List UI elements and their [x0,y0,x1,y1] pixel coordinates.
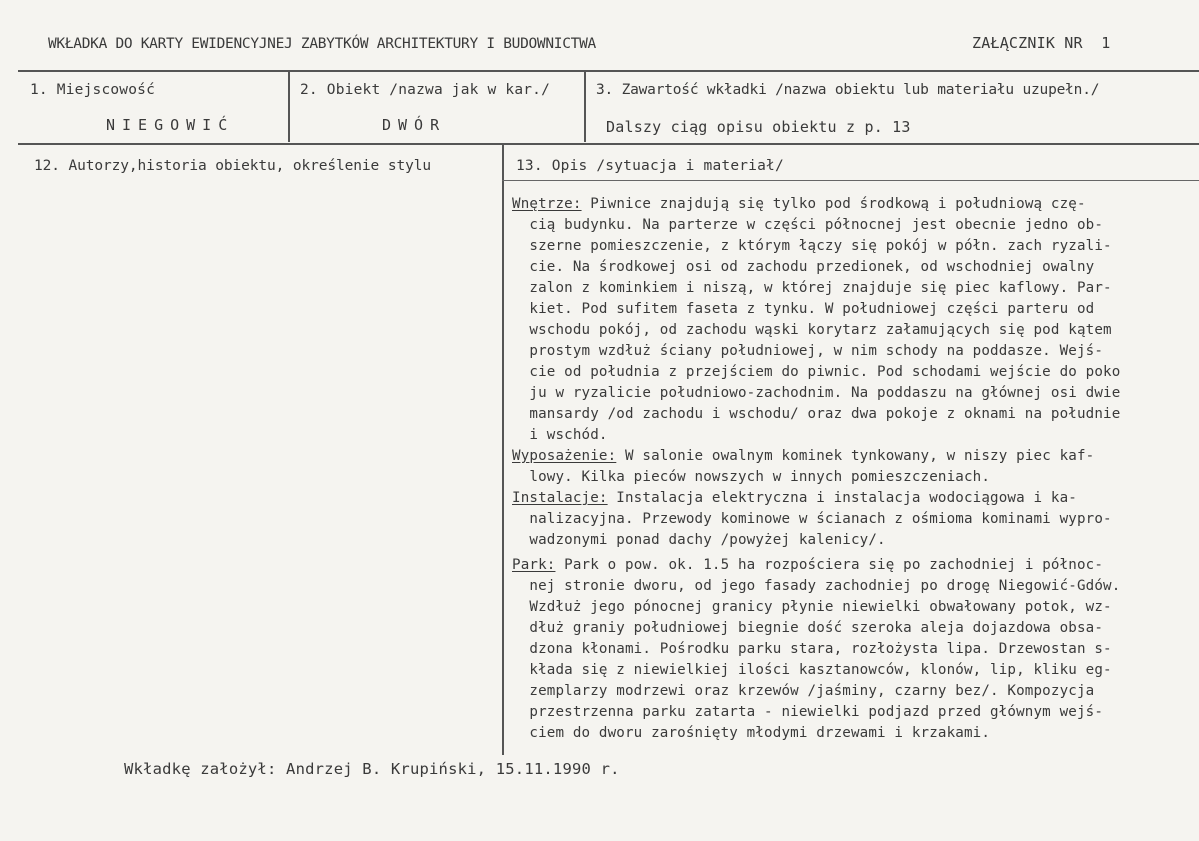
desc-line: ciem do dworu zarośnięty młodymi drzewami i krzakami. [512,725,991,741]
top-rule [18,70,1199,72]
annex-number: ZAŁĄCZNIK NR 1 [972,34,1111,52]
desc-line: kiet. Pod sufitem faseta z tynku. W południowej części parteru od [512,301,1095,317]
desc-line: przestrzenna parku zatarta - niewielki podjazd przed głównym wejś- [512,704,1104,720]
card-title: WKŁADKA DO KARTY EWIDENCYJNEJ ZABYTKÓW ARCHITEKTURY I BUDOWNICTWA [48,36,596,52]
desc-line: Instalacje: Instalacja elektryczna i instalacja wodociągowa i ka- [512,490,1077,506]
desc-line: ju w ryzalicie południowo-zachodnim. Na poddaszu na głównej osi dwie [512,385,1121,401]
divider-2 [584,70,586,142]
field-13-label: 13. Opis /sytuacja i materiał/ [516,158,784,174]
desc-line: cią budynku. Na parterze w części północnej jest obecnie jedno ob- [512,217,1104,233]
desc-line: prostym wzdłuż ściany południowej, w nim schody na poddasze. Wejś- [512,343,1104,359]
section-heading: Wyposażenie: [512,448,617,464]
desc-line: mansardy /od zachodu i wschodu/ oraz dwa pokoje z oknami na południe [512,406,1121,422]
desc-line: nej stronie dworu, od jego fasady zachodniej po drogę Niegowić-Gdów. [512,578,1121,594]
field-1-value: NIEGOWIĆ [106,116,235,134]
desc-line: kłada się z niewielkiej ilości kasztanowców, klonów, lip, kliku eg- [512,662,1112,678]
desc-line: zalon z kominkiem i niszą, w której znajduje się piec kaflowy. Par- [512,280,1112,296]
signature-line: Wkładkę założył: Andrzej B. Krupiński, 15.11.1990 r. [124,760,620,778]
section-heading: Instalacje: [512,490,608,506]
label-underline [502,180,1199,181]
divider-main [502,143,504,755]
field-2-label: 2. Obiekt /nazwa jak w kar./ [300,82,551,98]
desc-line: lowy. Kilka pieców nowszych w innych pomieszczeniach. [512,469,991,485]
desc-line: wschodu pokój, od zachodu wąski korytarz załamujących się pod kątem [512,322,1112,338]
field-3-value: Dalszy ciąg opisu obiektu z p. 13 [606,118,911,136]
field-3-label: 3. Zawartość wkładki /nazwa obiektu lub materiału uzupełn./ [596,82,1100,98]
desc-line: zemplarzy modrzewi oraz krzewów /jaśminy, czarny bez/. Kompozycja [512,683,1095,699]
desc-line: cie od południa z przejściem do piwnic. Pod schodami wejście do poko [512,364,1121,380]
desc-line: Wyposażenie: W salonie owalnym kominek tynkowany, w niszy piec kaf- [512,448,1095,464]
second-rule [18,143,1199,145]
divider-1 [288,70,290,142]
desc-line: i wschód. [512,427,608,443]
desc-line: dłuż graniy południowej biegnie dość szeroka aleja dojazdowa obsa- [512,620,1104,636]
desc-line: nalizacyjna. Przewody kominowe w ścianach z ośmioma kominami wypro- [512,511,1112,527]
section-heading: Park: [512,557,556,573]
desc-line: wadzonymi ponad dachy /powyżej kalenicy/. [512,532,886,548]
field-12-label: 12. Autorzy,historia obiektu, określenie stylu [34,158,431,174]
field-1-label: 1. Miejscowość [30,82,156,98]
field-2-value: DWÓR [382,116,447,134]
desc-line: Wzdłuż jego pónocnej granicy płynie niewielki obwałowany potok, wz- [512,599,1112,615]
desc-line: szerne pomieszczenie, z którym łączy się pokój w półn. zach ryzali- [512,238,1112,254]
desc-line: Wnętrze: Piwnice znajdują się tylko pod środkową i południową czę- [512,196,1086,212]
desc-line: cie. Na środkowej osi od zachodu przedionek, od wschodniej owalny [512,259,1095,275]
section-heading: Wnętrze: [512,196,582,212]
desc-line: dzona kłonami. Pośrodku parku stara, rozłożysta lipa. Drzewostan s- [512,641,1112,657]
desc-line: Park: Park o pow. ok. 1.5 ha rozpościera się po zachodniej i północ- [512,557,1104,573]
